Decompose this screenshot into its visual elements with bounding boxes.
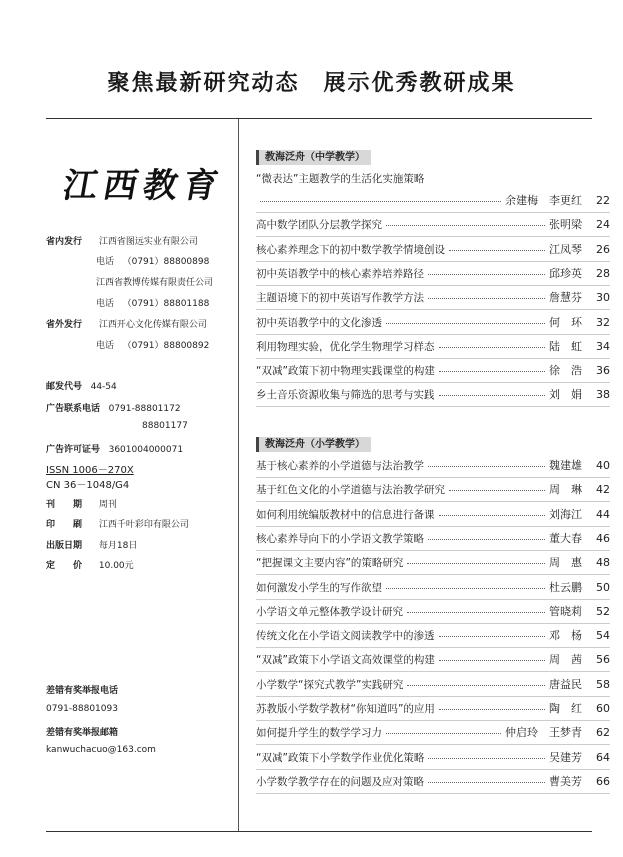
row-divider	[256, 623, 610, 624]
price-value: 10.00元	[98, 561, 134, 571]
row-divider	[256, 501, 610, 502]
row-divider	[256, 212, 610, 213]
toc-entry-title: “把握课文主要内容”的策略研究	[256, 557, 404, 570]
toc-entry-page: 36	[596, 364, 610, 378]
price-label: 定 价	[46, 561, 83, 571]
report-phone-label: 差错有奖举报电话	[46, 686, 119, 696]
toc-entry-page: 58	[596, 677, 610, 691]
toc-entry-title: “双减”政策下初中物理实践课堂的构建	[256, 365, 435, 378]
toc-entry-title: 基于核心素养的小学道德与法治教学	[256, 460, 424, 472]
publisher-2-phone	[96, 296, 209, 309]
dot-leader	[386, 732, 501, 734]
toc-entry-author: 魏建雄	[549, 459, 582, 472]
toc-entry-title: 初中英语教学中的核心素养培养路径	[256, 267, 424, 280]
toc-entry-author: 江凤琴	[549, 242, 582, 256]
dot-leader	[439, 635, 546, 637]
row-divider	[256, 550, 610, 551]
toc-entry-author: 陶 红	[549, 702, 582, 715]
printer-value: 江西千叶彩印有限公司	[98, 520, 189, 530]
postal-code	[46, 379, 117, 392]
toc-entry-title: 高中数学团队分层教学探究	[256, 219, 382, 232]
toc-entry-page: 64	[596, 750, 610, 764]
column-divider	[238, 119, 239, 831]
phone-value: （0791）88801188	[122, 299, 210, 309]
toc-entry-author: 邓 杨	[549, 629, 582, 643]
phone-label: 电话	[96, 299, 115, 309]
dot-leader	[439, 708, 545, 710]
dot-leader	[407, 684, 545, 686]
dot-leader	[449, 489, 545, 491]
toc-entry-author: 陆 虹	[549, 339, 582, 353]
toc-entry-author: 徐 浩	[549, 364, 582, 378]
banner-slogan: 聚焦最新研究动态 展示优秀教研成果	[107, 70, 516, 96]
cn-number: CN 36－1048/G4	[46, 480, 130, 491]
toc-entry-author: 周 茜	[549, 653, 582, 667]
ad-phone-2: 88801177	[142, 421, 188, 431]
row-divider	[256, 671, 610, 672]
phone-label: 电话	[96, 341, 115, 351]
row-divider	[256, 309, 610, 310]
ad-license-label: 广告许可证号	[46, 445, 101, 455]
toc-entry-title: 基于红色文化的小学道德与法治教学研究	[256, 484, 445, 497]
toc-entry-author: 曹美芳	[549, 774, 582, 788]
toc-entry-page: 46	[596, 531, 610, 545]
toc-entry[interactable]	[256, 458, 610, 474]
phone-value: （0791）88800892	[122, 341, 210, 351]
toc-entry[interactable]	[256, 628, 610, 644]
row-divider	[256, 261, 610, 262]
publisher-2	[96, 275, 213, 288]
postal-value: 44-54	[90, 382, 117, 392]
toc-entry-page: 24	[596, 218, 610, 232]
toc-entry-author: 刘 娟	[549, 388, 582, 402]
dot-leader	[439, 514, 546, 516]
report-email: kanwuchacuo@163.com	[46, 745, 156, 755]
row-divider	[256, 236, 610, 237]
row-divider	[256, 382, 610, 383]
printer-label: 印 刷	[46, 520, 83, 530]
row-divider	[256, 477, 610, 478]
toc-entry-page: 60	[596, 702, 610, 715]
section-heading: 教海泛舟（小学教学）	[256, 437, 371, 452]
ad-license	[46, 442, 183, 455]
toc-entry[interactable]	[256, 387, 610, 403]
toc-entry[interactable]	[256, 482, 610, 498]
toc-entry[interactable]	[256, 290, 610, 306]
toc-entry[interactable]	[256, 507, 610, 523]
toc-entry-page: 48	[596, 556, 610, 570]
toc-entry[interactable]	[256, 193, 610, 209]
dot-leader	[439, 370, 545, 372]
toc-entry-author: 詹慧芬	[549, 291, 582, 305]
dot-leader	[386, 587, 545, 589]
report-phone: 0791-88801093	[46, 704, 118, 714]
toc-entry-author: 管晓莉	[549, 604, 582, 618]
masthead-logo: 江西教育	[59, 166, 227, 206]
row-divider	[256, 406, 610, 407]
toc-entry-author: 唐益民	[549, 677, 582, 691]
dot-leader	[260, 200, 501, 202]
dot-leader	[428, 538, 545, 540]
toc-entry-title: 如何利用统编版教材中的信息进行备课	[256, 508, 435, 521]
toc-entry-page: 44	[596, 507, 610, 521]
dot-leader	[428, 757, 545, 759]
row-divider	[256, 720, 610, 721]
toc-entry-title: 如何激发小学生的写作欲望	[256, 581, 382, 594]
toc-entry-title: 苏教版小学数学教材“你知道吗”的应用	[256, 703, 435, 715]
report-email-label: 差错有奖举报邮箱	[46, 728, 119, 738]
toc-entry[interactable]	[256, 725, 610, 741]
toc-entry-page: 56	[596, 653, 610, 667]
issn: ISSN 1006－270X	[46, 465, 134, 476]
toc-entry-page: 62	[596, 726, 610, 740]
toc-entry-author: 邱珍英	[549, 266, 582, 280]
toc-entry-title: 如何提升学生的数学学习力	[256, 727, 382, 740]
toc-entry-title: 主题语境下的初中英语写作教学方法	[256, 292, 424, 305]
toc-entry[interactable]	[256, 242, 610, 258]
toc-entry-title: 传统文化在小学语文阅读教学中的渗透	[256, 630, 435, 643]
postal-label: 邮发代号	[46, 382, 83, 392]
publisher-3-phone	[96, 338, 209, 351]
toc-entry-page: 40	[596, 459, 610, 472]
toc-entry-page: 50	[596, 580, 610, 594]
publisher-label: 省内发行	[46, 237, 83, 247]
dot-leader	[407, 562, 545, 564]
dot-leader	[428, 273, 545, 275]
period-label: 刊 期	[46, 500, 83, 510]
date-label: 出版日期	[46, 541, 83, 551]
dot-leader	[439, 659, 545, 661]
toc-entry-page: 54	[596, 629, 610, 643]
date-value: 每月18日	[98, 541, 138, 551]
row-divider	[256, 599, 610, 600]
phone-value: （0791）88800898	[122, 257, 210, 267]
row-divider	[256, 334, 610, 335]
toc-entry-title: “双减”政策下小学语文高效课堂的构建	[256, 654, 435, 667]
dot-leader	[439, 346, 546, 348]
toc-entry-title: 小学语文单元整体教学设计研究	[256, 605, 403, 618]
toc-entry-title: 小学数学“探究式教学”实践研究	[256, 678, 404, 691]
toc-entry[interactable]	[256, 217, 610, 233]
toc-entry-author: 仲启玲 王梦青	[505, 726, 582, 740]
dot-leader	[428, 297, 545, 299]
dot-leader	[386, 224, 545, 226]
publisher-3	[46, 317, 207, 330]
dot-leader	[407, 611, 545, 613]
phone-label: 电话	[96, 257, 115, 267]
dot-leader	[428, 465, 545, 467]
row-divider	[256, 793, 610, 794]
price	[46, 558, 134, 571]
toc-entry-title: “微表达”主题教学的生活化实施策略	[256, 173, 425, 185]
toc-entry-author: 余建梅 李更红	[505, 194, 582, 207]
toc-entry[interactable]	[256, 677, 610, 693]
toc-entry-author: 周 琳	[549, 483, 582, 497]
row-divider	[256, 647, 610, 648]
publisher-org: 江西开心文化传媒有限公司	[98, 320, 207, 330]
toc-entry-page: 30	[596, 291, 610, 305]
toc-entry-page: 28	[596, 266, 610, 280]
toc-entry-author: 张明梁	[549, 218, 582, 232]
publisher-org: 江西省图远实业有限公司	[98, 237, 198, 247]
toc-entry[interactable]	[256, 339, 610, 355]
publisher-org: 江西省教博传媒有限责任公司	[96, 278, 214, 288]
toc-entry[interactable]	[256, 580, 610, 596]
toc-entry-page: 32	[596, 315, 610, 329]
ad-phone	[46, 401, 181, 414]
row-divider	[256, 769, 610, 770]
toc-entry-author: 杜云鹏	[549, 580, 582, 594]
dot-leader	[449, 249, 545, 251]
toc-entry[interactable]	[256, 266, 610, 282]
row-divider	[256, 526, 610, 527]
dot-leader	[439, 394, 546, 396]
toc-entry-author: 吴建芳	[549, 750, 582, 764]
toc-entry-page: 26	[596, 242, 610, 256]
toc-entry-page: 34	[596, 339, 610, 353]
publisher-1-phone	[96, 254, 209, 267]
toc-entry[interactable]	[256, 750, 610, 766]
row-divider	[256, 285, 610, 286]
row-divider	[256, 358, 610, 359]
toc-entry-title: 利用物理实验，优化学生物理学习样态	[256, 340, 435, 353]
bottom-rule	[46, 831, 592, 832]
dot-leader	[386, 322, 545, 324]
toc-entry-title: 核心素养导向下的小学语文教学策略	[256, 532, 424, 545]
section-heading: 教海泛舟（中学教学）	[256, 150, 371, 165]
pub-date	[46, 538, 137, 551]
printer	[46, 517, 189, 530]
top-rule	[46, 118, 592, 119]
toc-entry-author: 周 惠	[549, 556, 582, 570]
toc-entry[interactable]	[256, 315, 610, 331]
period-value: 周刊	[98, 500, 117, 510]
toc-entry-title: 乡土音乐资源收集与筛选的思考与实践	[256, 389, 435, 402]
ad-phone-value: 0791-88801172	[108, 404, 181, 414]
toc-entry-author: 何 环	[549, 315, 582, 329]
toc-entry-page: 42	[596, 483, 610, 497]
row-divider	[256, 574, 610, 575]
toc-entry[interactable]	[256, 604, 610, 620]
toc-entry-title: 初中英语教学中的文化渗透	[256, 316, 382, 329]
toc-entry-page: 52	[596, 604, 610, 618]
toc-entry[interactable]	[256, 531, 610, 547]
toc-entry[interactable]	[256, 555, 610, 571]
toc-entry-page: 66	[596, 774, 610, 788]
toc-entry-author: 董大春	[549, 531, 582, 545]
publisher-1	[46, 234, 198, 247]
ad-phone-label: 广告联系电话	[46, 404, 101, 414]
toc-entry-author: 刘海江	[549, 507, 582, 521]
row-divider	[256, 744, 610, 745]
publisher-label: 省外发行	[46, 320, 83, 330]
issn-block	[46, 461, 134, 491]
ad-license-value: 3601004000071	[108, 445, 184, 455]
toc-entry-title: 核心素养理念下的初中数学教学情境创设	[256, 243, 445, 256]
toc-entry-page: 22	[596, 194, 610, 207]
toc-entry-title: 小学数学教学存在的问题及应对策略	[256, 775, 424, 788]
toc-entry[interactable]	[256, 701, 610, 717]
period	[46, 497, 117, 510]
toc-entry-title: “双减”政策下小学数学作业优化策略	[256, 751, 425, 764]
dot-leader	[428, 781, 545, 783]
toc-entry[interactable]	[256, 652, 610, 668]
toc-entry[interactable]	[256, 363, 610, 379]
toc-entry[interactable]	[256, 774, 610, 790]
toc-entry-page: 38	[596, 388, 610, 402]
row-divider	[256, 696, 610, 697]
